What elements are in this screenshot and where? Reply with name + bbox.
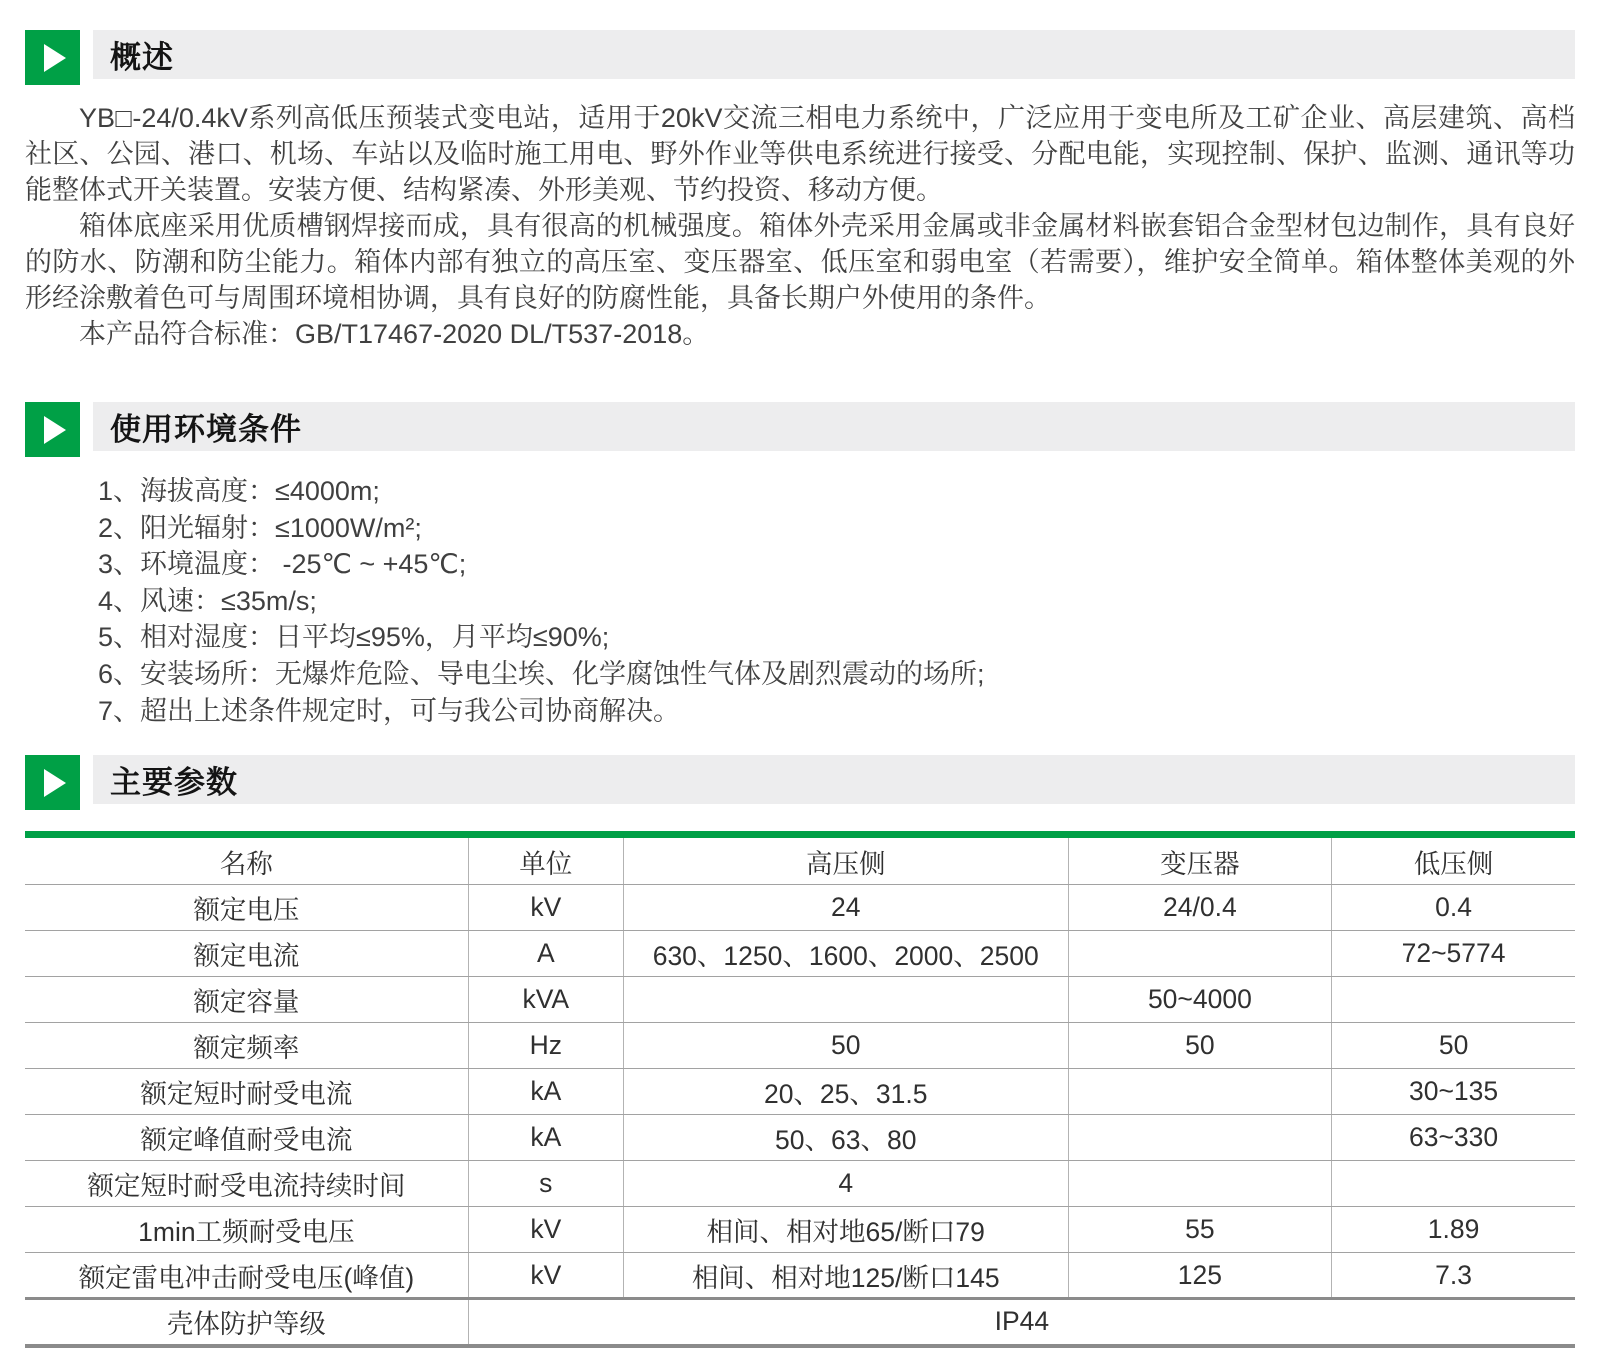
env-item-temperature: 3、环境温度： -25℃ ~ +45℃; bbox=[98, 549, 467, 580]
table-row-power-frequency-withstand-voltage bbox=[25, 1207, 1575, 1253]
cell-unit: kA bbox=[468, 1069, 623, 1115]
col-header-transformer: 变压器 bbox=[1068, 835, 1332, 885]
overview-title-bar bbox=[93, 30, 1575, 79]
env-item-consultation: 7、超出上述条件规定时，可与我公司协商解决。 bbox=[98, 695, 681, 726]
cell-name: 额定峰值耐受电流 bbox=[25, 1115, 468, 1161]
main-parameters-table bbox=[25, 831, 1575, 1348]
play-triangle-icon bbox=[44, 769, 66, 797]
env-item-humidity: 5、相对湿度：日平均≤95%，月平均≤90%; bbox=[98, 622, 610, 653]
cell-hv: 50 bbox=[623, 1023, 1068, 1069]
cell-lv bbox=[1332, 1161, 1575, 1207]
cell-lv: 0.4 bbox=[1332, 885, 1575, 931]
cell-transformer bbox=[1068, 1115, 1332, 1161]
cell-hv: 4 bbox=[623, 1161, 1068, 1207]
cell-unit: A bbox=[468, 931, 623, 977]
cell-transformer bbox=[1068, 931, 1332, 977]
cell-name: 额定短时耐受电流 bbox=[25, 1069, 468, 1115]
cell-hv: 20、25、31.5 bbox=[623, 1069, 1068, 1115]
parameters-title-bar bbox=[93, 755, 1575, 804]
cell-hv: 24 bbox=[623, 885, 1068, 931]
parameters-header bbox=[25, 755, 1575, 810]
cell-lv bbox=[1332, 977, 1575, 1023]
col-header-name: 名称 bbox=[25, 835, 468, 885]
env-item-installation-site: 6、安装场所：无爆炸危险、导电尘埃、化学腐蚀性气体及剧烈震动的场所; bbox=[98, 658, 985, 689]
cell-hv: 相间、相对地125/断口145 bbox=[623, 1253, 1068, 1299]
cell-transformer: 50 bbox=[1068, 1023, 1332, 1069]
cell-name: 额定电流 bbox=[25, 931, 468, 977]
table-row-peak-withstand-current bbox=[25, 1115, 1575, 1161]
cell-name: 额定容量 bbox=[25, 977, 468, 1023]
cell-hv bbox=[623, 977, 1068, 1023]
section-overview bbox=[25, 30, 1575, 352]
table-row-rated-voltage bbox=[25, 885, 1575, 931]
cell-hv: 相间、相对地65/断口79 bbox=[623, 1207, 1068, 1253]
overview-header bbox=[25, 30, 1575, 85]
overview-title: 概述 bbox=[110, 40, 174, 75]
cell-name: 壳体防护等级 bbox=[166, 1309, 326, 1340]
green-square-marker bbox=[25, 30, 80, 85]
cell-lv: 72~5774 bbox=[1332, 931, 1575, 977]
cell-name: 额定频率 bbox=[25, 1023, 468, 1069]
env-item-wind-speed: 4、风速：≤35m/s; bbox=[98, 585, 317, 616]
environment-title-bar bbox=[93, 402, 1575, 451]
cell-unit: kV bbox=[468, 885, 623, 931]
table-row-rated-current bbox=[25, 931, 1575, 977]
cell-unit: kA bbox=[468, 1115, 623, 1161]
cell-unit: kV bbox=[468, 1253, 623, 1299]
cell-ip-rating: IP44 bbox=[468, 1299, 1575, 1346]
cell-transformer: 24/0.4 bbox=[1068, 885, 1332, 931]
col-header-lv-side: 低压侧 bbox=[1332, 835, 1575, 885]
table-row-enclosure-protection bbox=[25, 1299, 1575, 1346]
cell-hv: 50、63、80 bbox=[623, 1115, 1068, 1161]
overview-paragraph-1: YB□-24/0.4kV系列高低压预装式变电站，适用于20kV交流三相电力系统中，广泛应用于变电所及工矿企业、高层建筑、高档社区、公园、港口、机场、车站以及临时施工用电、野外作业等供电系统进行接受、分配电能，实现控制、保护、监测、通讯等功能整体式开关装置。安装方便、结构紧凑、外形美观、节约投资、移动方便。 bbox=[25, 103, 1575, 205]
table-header-row bbox=[25, 835, 1575, 885]
table-row-short-time-withstand-current bbox=[25, 1069, 1575, 1115]
green-square-marker bbox=[25, 402, 80, 457]
env-item-altitude: 1、海拔高度：≤4000m; bbox=[98, 476, 380, 506]
cell-lv: 30~135 bbox=[1332, 1069, 1575, 1115]
cell-unit: Hz bbox=[468, 1023, 623, 1069]
cell-lv: 63~330 bbox=[1332, 1115, 1575, 1161]
parameters-table-wrap bbox=[25, 831, 1575, 1348]
cell-name: 额定电压 bbox=[25, 885, 468, 931]
cell-hv: 630、1250、1600、2000、2500 bbox=[623, 931, 1068, 977]
cell-name: 额定雷电冲击耐受电压(峰值) bbox=[25, 1253, 468, 1299]
overview-standards-line: 本产品符合标准：GB/T17467-2020 DL/T537-2018。 bbox=[79, 319, 710, 349]
section-environment bbox=[25, 402, 1575, 729]
table-row-lightning-impulse-voltage bbox=[25, 1253, 1575, 1299]
table-row-withstand-duration bbox=[25, 1161, 1575, 1207]
cell-lv: 1.89 bbox=[1332, 1207, 1575, 1253]
cell-unit: kV bbox=[468, 1207, 623, 1253]
table-row-rated-frequency bbox=[25, 1023, 1575, 1069]
overview-paragraphs bbox=[25, 100, 1575, 352]
green-square-marker bbox=[25, 755, 80, 810]
col-header-unit: 单位 bbox=[468, 835, 623, 885]
cell-transformer: 125 bbox=[1068, 1253, 1332, 1299]
cell-name: 额定短时耐受电流持续时间 bbox=[25, 1161, 468, 1207]
cell-transformer bbox=[1068, 1069, 1332, 1115]
cell-transformer: 55 bbox=[1068, 1207, 1332, 1253]
section-parameters bbox=[25, 755, 1575, 1348]
cell-lv: 7.3 bbox=[1332, 1253, 1575, 1299]
cell-transformer: 50~4000 bbox=[1068, 977, 1332, 1023]
play-triangle-icon bbox=[44, 416, 66, 444]
cell-name: 1min工频耐受电压 bbox=[25, 1207, 468, 1253]
environment-title: 使用环境条件 bbox=[110, 412, 302, 447]
cell-transformer bbox=[1068, 1161, 1332, 1207]
overview-paragraph-2: 箱体底座采用优质槽钢焊接而成，具有很高的机械强度。箱体外壳采用金属或非金属材料嵌套铝合金型材包边制作，具有良好的防水、防潮和防尘能力。箱体内部有独立的高压室、变压器室、低压室和弱电室（若需要），维护安全简单。箱体整体美观的外形经涂敷着色可与周围环境相协调，具有良好的防腐性能，具备长期户外使用的条件。 bbox=[25, 211, 1575, 313]
cell-unit: s bbox=[468, 1161, 623, 1207]
parameters-title: 主要参数 bbox=[110, 765, 238, 801]
cell-lv: 50 bbox=[1332, 1023, 1575, 1069]
play-triangle-icon bbox=[44, 44, 66, 72]
env-item-solar-radiation: 2、阳光辐射：≤1000W/m²; bbox=[98, 512, 422, 543]
environment-list bbox=[98, 473, 1575, 729]
col-header-hv-side: 高压侧 bbox=[623, 835, 1068, 885]
cell-unit: kVA bbox=[468, 977, 623, 1023]
environment-header bbox=[25, 402, 1575, 457]
table-row-rated-capacity bbox=[25, 977, 1575, 1023]
